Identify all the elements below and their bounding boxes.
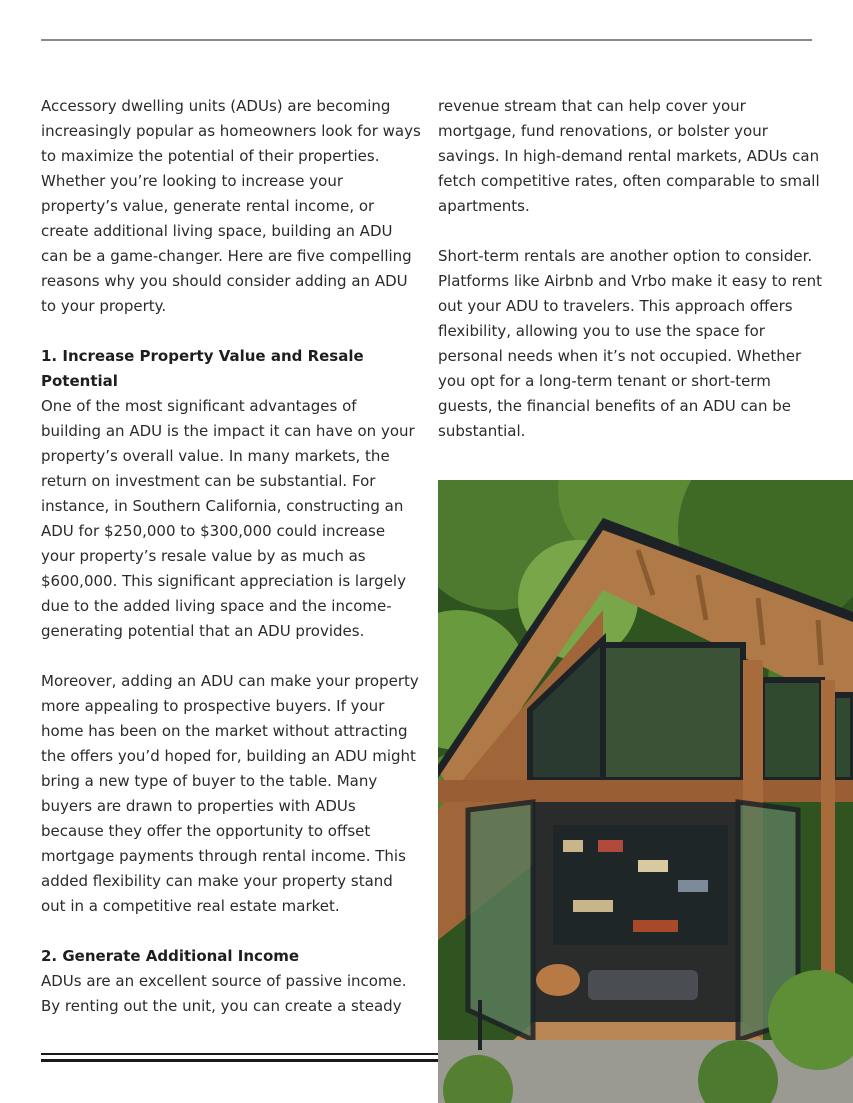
left-column <box>41 94 421 1019</box>
top-divider <box>41 39 812 41</box>
adu-house-illustration <box>438 480 853 1103</box>
book <box>633 920 678 932</box>
book <box>573 900 613 912</box>
book <box>563 840 583 852</box>
upper-window <box>762 680 822 780</box>
lounge-chair <box>536 964 580 996</box>
section1-paragraph-2: Moreover, adding an ADU can make your property more appealing to prospective buyers. If your home has been on the market without attracting the offers you’d hoped for, building an ADU might bring a new type of buyer to the table. Many buyers are drawn to properties with ADUs because they offer the opportunity to offset mortgage payments through rental income. This added flexibility can make your property stand out in a competitive real estate market. <box>41 672 419 915</box>
folding-glass-door <box>468 802 533 1040</box>
bottom-divider-thin <box>41 1053 439 1055</box>
daybed <box>588 970 698 1000</box>
book <box>678 880 708 892</box>
bottom-divider-thick <box>41 1059 439 1062</box>
book <box>638 860 668 872</box>
section2-paragraph-1-continued: revenue stream that can help cover your mortgage, fund renovations, or bolster your savings. In high-demand rental markets, ADUs can fetch competitive rates, often comparable to small apartments. <box>438 97 820 215</box>
intro-paragraph: Accessory dwelling units (ADUs) are becoming increasingly popular as homeowners look for ways to maximize the potential of their properties. Whether you’re looking to increase your property’s value, generate rental income, or create additional living space, building an ADU can be a game-changer. Here are five compelling reasons why you should consider adding an ADU to your property. <box>41 97 421 315</box>
section1-paragraph-1: One of the most significant advantages of building an ADU is the impact it can have on your property’s overall value. In many markets, the return on investment can be substantial. For instance, in Southern California, constructing an ADU for $250,000 to $300,000 could increase your property’s resale value by as much as $600,000. This significant appreciation is largely due to the added living space and the income-generating potential that an ADU provides. <box>41 397 415 640</box>
wood-band <box>438 780 853 802</box>
right-column <box>438 94 823 444</box>
upper-window <box>603 645 743 780</box>
upper-window <box>833 695 853 780</box>
rafter <box>818 620 821 665</box>
adu-photo <box>438 480 853 1103</box>
section-additional-income <box>41 944 421 1019</box>
book <box>598 840 623 852</box>
section-heading-2: 2. Generate Additional Income <box>41 947 300 965</box>
section2-paragraph-2: Short-term rentals are another option to consider. Platforms like Airbnb and Vrbo make it easy to rent out your ADU to travelers. This approach offers flexibility, allowing you to use the space for personal needs when it’s not occupied. Whether you opt for a long-term tenant or short-term guests, the financial benefits of an ADU can be substantial. <box>438 247 823 440</box>
section2-paragraph-1-start: ADUs are an excellent source of passive income. By renting out the unit, you can create a steady <box>41 972 407 1015</box>
section-heading-1: 1. Increase Property Value and Resale Potential <box>41 347 364 390</box>
section-increase-value <box>41 344 421 919</box>
garden-lamp <box>478 1000 482 1050</box>
